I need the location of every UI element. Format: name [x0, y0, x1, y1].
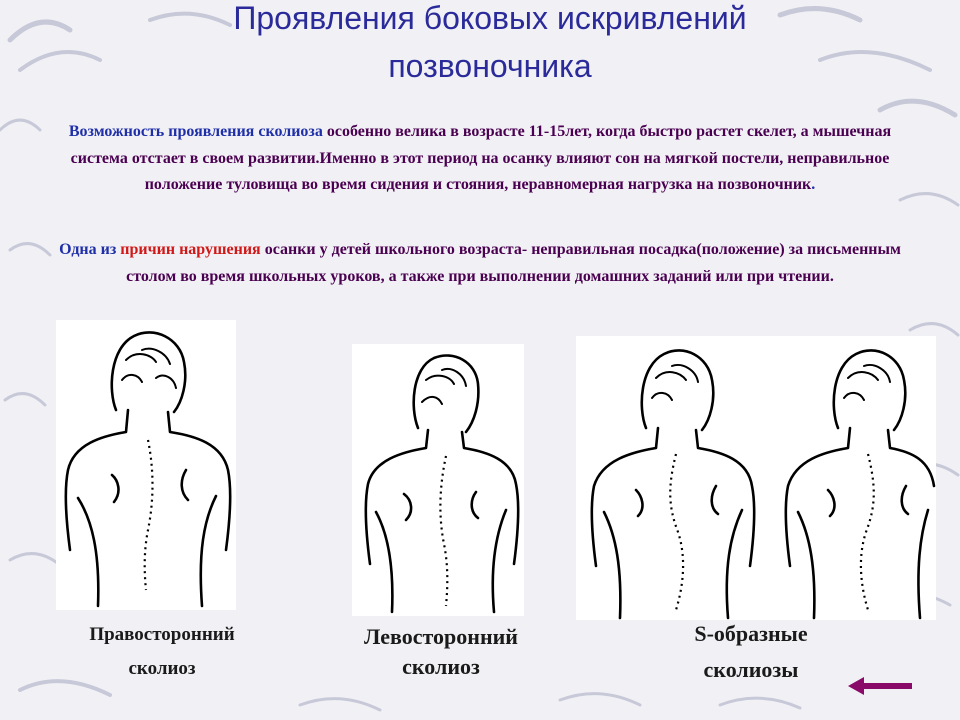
figure-left-scoliosis	[352, 344, 524, 616]
caption-line-1: S-образные	[694, 621, 808, 646]
causes-start: Одна из	[59, 241, 121, 258]
causes-text: осанки у детей школьного возраста- неправильная посадка(положение) за письменным столом во время школьных уроков, а также при выполнении домашних заданий или при чтении.	[126, 241, 901, 285]
causes-paragraph	[40, 237, 920, 290]
intro-paragraph	[40, 119, 920, 199]
causes-highlight: причин нарушения	[120, 241, 261, 258]
caption-s-scoliosis	[646, 616, 856, 688]
caption-line-2: сколиоз	[402, 654, 480, 679]
figure-s-scoliosis	[576, 336, 936, 620]
back-illustration	[56, 320, 236, 610]
back-illustration	[352, 344, 524, 616]
caption-line-1: Правосторонний	[89, 624, 235, 645]
intro-lead: Возможность проявления сколиоза	[68, 123, 323, 140]
page-title	[140, 0, 840, 90]
intro-text: особенно велика в возрасте 11-15лет, когда быстро растет скелет, а мышечная система отстает в своем развитии.Именно в этот период на осанку влияют сон на мягкой постели, неправильное положение туловища во время сидения и стояния, неравномерная нагрузка на позвоночник	[70, 123, 892, 193]
title-line-2: позвоночника	[388, 48, 592, 84]
back-illustration-pair	[576, 336, 936, 620]
caption-right-scoliosis	[50, 618, 274, 686]
caption-left-scoliosis	[330, 622, 552, 682]
caption-line-1: Левосторонний	[364, 624, 518, 649]
figure-right-scoliosis	[56, 320, 236, 610]
title-line-1: Проявления боковых искривлений	[233, 0, 747, 36]
intro-end: .	[811, 176, 816, 193]
caption-line-2: сколиоз	[128, 658, 196, 679]
caption-line-2: сколиозы	[703, 657, 799, 682]
left-arrow-icon[interactable]	[846, 676, 914, 696]
